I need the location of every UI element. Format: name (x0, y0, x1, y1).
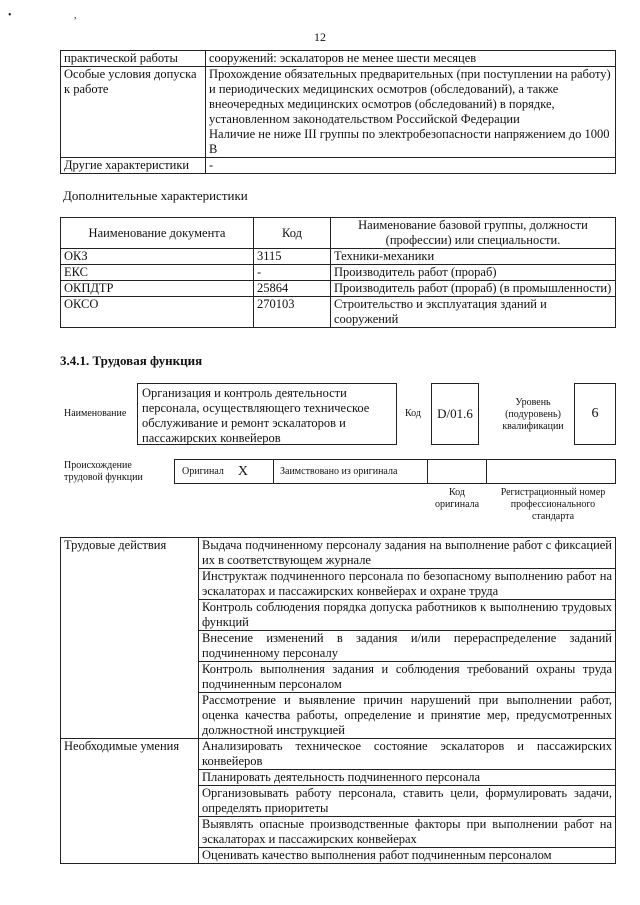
original-cell (174, 459, 274, 484)
skill: Анализировать техническое состояние эскалаторов и пассажирских конвейеров (199, 739, 616, 770)
column-header: Наименование документа (61, 218, 254, 249)
table-cell: 3115 (254, 249, 331, 265)
labor-action: Рассмотрение и выявление причин нарушений при выполнении работ, оценка качества работы, определение и принятие мер, предусмотренных должностной инструкцией (199, 693, 616, 739)
table-header-row (61, 218, 616, 249)
table-cell: Строительство и эксплуатация зданий и сооружений (331, 297, 616, 328)
skill: Оценивать качество выполнения работ подчиненным персоналом (199, 848, 616, 864)
table-row (61, 67, 616, 158)
reg-number-label: Регистрационный номер профессионального стандарта (500, 487, 606, 522)
row-label: Другие характеристики (61, 158, 206, 174)
header-marks: • , (8, 10, 107, 21)
function-code: D/01.6 (431, 383, 479, 445)
skills-label: Необходимые умения (61, 739, 199, 864)
skill: Планировать деятельность подчиненного персонала (199, 770, 616, 786)
row-value: сооружений: эскалаторов не менее шести месяцев (206, 51, 616, 67)
skill: Организовывать работу персонала, ставить цели, формулировать задачи, определять приоритеты (199, 786, 616, 817)
table-cell: Производитель работ (прораб) (в промышленности) (331, 281, 616, 297)
row-label: Особые условия допуска к работе (61, 67, 206, 158)
extra-characteristics-title: Дополнительные характеристики (63, 188, 248, 203)
name-label: Наименование (64, 408, 127, 419)
column-header: Код (254, 218, 331, 249)
table-cell: ОКПДТР (61, 281, 254, 297)
column-header: Наименование базовой группы, должности (профессии) или специальности. (331, 218, 616, 249)
function-name: Организация и контроль деятельности персонала, осуществляющего техническое обслуживание и ремонт эскалаторов и пассажирских конвейеров (137, 383, 397, 445)
table-cell: ЕКС (61, 265, 254, 281)
labor-function-table (60, 537, 616, 864)
table-row (61, 281, 616, 297)
qualification-requirements-table (60, 50, 616, 174)
section-title: 3.4.1. Трудовая функция (60, 353, 203, 368)
table-row (61, 51, 616, 67)
labor-action: Выдача подчиненному персоналу задания на выполнение работ с фиксацией их в соответствующем журнале (199, 538, 616, 569)
table-cell: 270103 (254, 297, 331, 328)
table-row (61, 265, 616, 281)
reg-number-cell (486, 459, 616, 484)
table-cell: - (254, 265, 331, 281)
original-label: Оригинал (182, 466, 224, 477)
code-label: Код (405, 408, 421, 419)
labor-action: Внесение изменений в задания и/или перераспределение заданий подчиненному персоналу (199, 631, 616, 662)
origin-label: Происхождение трудовой функции (64, 460, 143, 483)
page-number: 12 (314, 30, 326, 44)
original-mark: X (237, 463, 249, 479)
table-row (61, 739, 616, 770)
row-value: - (206, 158, 616, 174)
borrowed-cell: Заимствовано из оригинала (273, 459, 428, 484)
labor-action: Контроль выполнения задания и соблюдения требований охраны труда подчиненным персоналом (199, 662, 616, 693)
labor-action: Контроль соблюдения порядка допуска работников к выполнению трудовых функций (199, 600, 616, 631)
table-row (61, 249, 616, 265)
table-row (61, 297, 616, 328)
table-row (61, 158, 616, 174)
qualification-level: 6 (574, 383, 616, 445)
row-label: практической работы (61, 51, 206, 67)
row-value: Прохождение обязательных предварительных (при поступлении на работу) и периодических медицинских осмотров (обследований), а также внеочередных медицинских осмотров (обследований) в порядке, установленном законодательством Российской Федерации Наличие не ниже III группы по электробезопасности напряжением до 1000 В (206, 67, 616, 158)
table-cell: Производитель работ (прораб) (331, 265, 616, 281)
extra-characteristics-table (60, 217, 616, 328)
skill: Выявлять опасные производственные факторы при выполнении работ на эскалаторах и пассажирских конвейерах (199, 817, 616, 848)
original-code-cell (427, 459, 487, 484)
table-cell: 25864 (254, 281, 331, 297)
level-label: Уровень (подуровень) квалификации (502, 397, 564, 432)
table-cell: ОКСО (61, 297, 254, 328)
table-row (61, 538, 616, 569)
labor-action: Инструктаж подчиненного персонала по безопасному выполнению работ на эскалаторах и пассажирских конвейерах и охране труда (199, 569, 616, 600)
table-cell: ОКЗ (61, 249, 254, 265)
original-code-label: Код оригинала (434, 487, 480, 510)
table-cell: Техники-механики (331, 249, 616, 265)
labor-actions-label: Трудовые действия (61, 538, 199, 739)
